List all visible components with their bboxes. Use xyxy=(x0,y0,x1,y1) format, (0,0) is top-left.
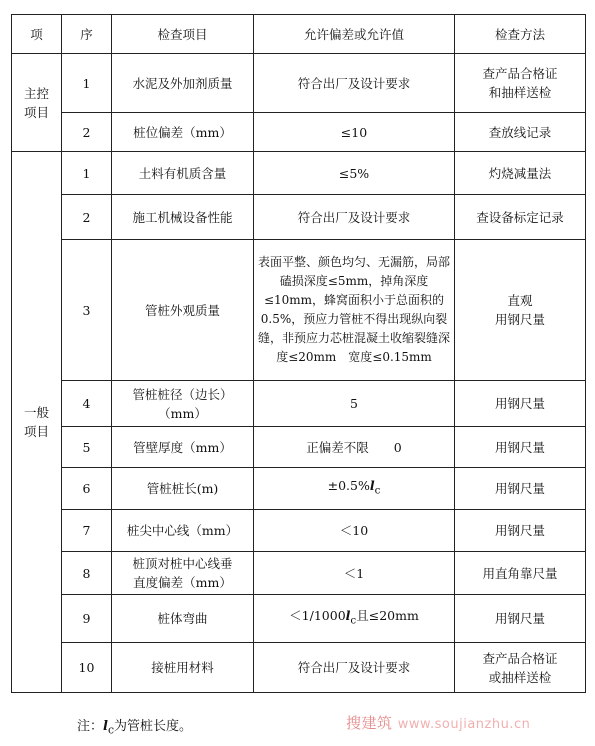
row-number: 1 xyxy=(62,54,112,113)
row-value: 表面平整、颜色均匀、无漏筋，局部磕损深度≤5mm，掉角深度≤10mm，蜂窝面积小于总面积的0.5%，预应力管桩不得出现纵向裂缝，非预应力芯桩混凝土收缩裂缝深度≤20mm 宽度≤0.15mm xyxy=(254,240,455,381)
header-category: 项 xyxy=(12,15,62,54)
row-number: 8 xyxy=(62,552,112,595)
row-value: 5 xyxy=(254,381,455,427)
header-method: 检查方法 xyxy=(455,15,586,54)
row-value: ≤5% xyxy=(254,152,455,195)
row-value: ＜1 xyxy=(254,552,455,595)
row-item: 水泥及外加剂质量 xyxy=(112,54,254,113)
row-item: 土料有机质含量 xyxy=(112,152,254,195)
row-method: 用钢尺量 xyxy=(455,427,586,468)
row-method: 用钢尺量 xyxy=(455,510,586,552)
row-number: 7 xyxy=(62,510,112,552)
row-method: 灼烧减量法 xyxy=(455,152,586,195)
table-row xyxy=(12,381,586,427)
row-value: $\pm 0.5\%l_c$ xyxy=(254,468,455,510)
row-method: 用钢尺量 xyxy=(455,595,586,643)
watermark: 搜建筑 www.soujianzhu.cn xyxy=(346,714,531,732)
row-number: 5 xyxy=(62,427,112,468)
row-method: 查产品合格证 或抽样送检 xyxy=(455,643,586,693)
row-number: 6 xyxy=(62,468,112,510)
row-item: 管桩桩长(m) xyxy=(112,468,254,510)
row-item: 桩尖中心线（mm） xyxy=(112,510,254,552)
row-item: 管桩桩径（边长） （mm） xyxy=(112,381,254,427)
row-method: 用直角靠尺量 xyxy=(455,552,586,595)
row-item: 接桩用材料 xyxy=(112,643,254,693)
row-number: 1 xyxy=(62,152,112,195)
row-number: 4 xyxy=(62,381,112,427)
row-method: 查产品合格证 和抽样送检 xyxy=(455,54,586,113)
row-item: 管壁厚度（mm） xyxy=(112,427,254,468)
row-value: ≤10 xyxy=(254,113,455,152)
row-number: 2 xyxy=(62,113,112,152)
row-number: 2 xyxy=(62,195,112,240)
row-number: 9 xyxy=(62,595,112,643)
row-value: 正偏差不限 0 xyxy=(254,427,455,468)
row-item: 桩体弯曲 xyxy=(112,595,254,643)
footnote: 注：$l_c$为管桩长度。 xyxy=(77,719,193,737)
row-number: 3 xyxy=(62,240,112,381)
table-row xyxy=(12,195,586,240)
row-value: $<1/1000l_c$且≤20mm xyxy=(254,595,455,643)
table-row xyxy=(12,152,586,195)
row-item: 桩顶对桩中心线垂 直度偏差（mm） xyxy=(112,552,254,595)
row-number: 10 xyxy=(62,643,112,693)
row-method: 查设备标定记录 xyxy=(455,195,586,240)
table-row xyxy=(12,595,586,643)
inspection-table xyxy=(11,14,586,693)
table-row xyxy=(12,240,586,381)
table-row xyxy=(12,113,586,152)
table-row xyxy=(12,552,586,595)
group-main-control: 主控 项目 xyxy=(12,54,62,152)
header-tolerance: 允许偏差或允许值 xyxy=(254,15,455,54)
header-item: 检查项目 xyxy=(112,15,254,54)
row-method: 直观 用钢尺量 xyxy=(455,240,586,381)
row-value: 符合出厂及设计要求 xyxy=(254,643,455,693)
group-general: 一般 项目 xyxy=(12,152,62,693)
row-value: 符合出厂及设计要求 xyxy=(254,54,455,113)
row-value: ＜10 xyxy=(254,510,455,552)
header-row xyxy=(12,15,586,54)
row-value: 符合出厂及设计要求 xyxy=(254,195,455,240)
row-method: 查放线记录 xyxy=(455,113,586,152)
table-row xyxy=(12,427,586,468)
row-item: 桩位偏差（mm） xyxy=(112,113,254,152)
table-row xyxy=(12,510,586,552)
table-row xyxy=(12,54,586,113)
row-method: 用钢尺量 xyxy=(455,381,586,427)
row-method: 用钢尺量 xyxy=(455,468,586,510)
table-row xyxy=(12,468,586,510)
row-item: 管桩外观质量 xyxy=(112,240,254,381)
table-row xyxy=(12,643,586,693)
row-item: 施工机械设备性能 xyxy=(112,195,254,240)
header-seq: 序 xyxy=(62,15,112,54)
